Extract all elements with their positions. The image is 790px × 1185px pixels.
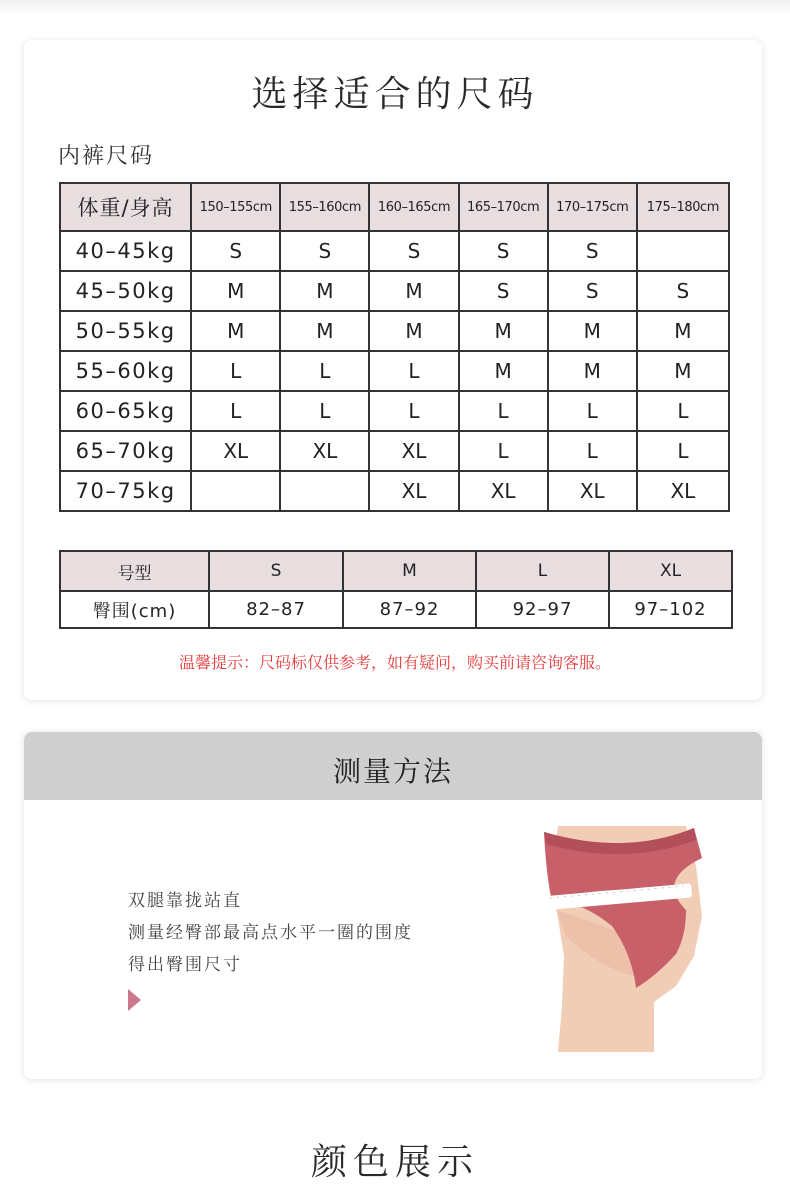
- size-table-header: [60, 183, 729, 231]
- size-cell: [637, 231, 729, 271]
- size-cell: L: [637, 431, 729, 471]
- size-label: M: [343, 551, 476, 591]
- size-cell: L: [280, 351, 369, 391]
- height-header: 160–165cm: [369, 183, 458, 231]
- table-row: [60, 271, 729, 311]
- size-cell: XL: [280, 431, 369, 471]
- size-cell: L: [548, 391, 637, 431]
- weight-cell: 60–65kg: [60, 391, 191, 431]
- table-row: [60, 591, 732, 628]
- size-cell: XL: [637, 471, 729, 511]
- size-cell: M: [548, 351, 637, 391]
- table-row: [60, 431, 729, 471]
- size-cell: L: [280, 391, 369, 431]
- measure-instruction: 测量经臀部最高点水平一圈的围度: [128, 923, 413, 943]
- size-cell: M: [369, 271, 458, 311]
- size-cell: M: [369, 311, 458, 351]
- size-tip: 温馨提示：尺码标仅供参考，如有疑问，购买前请咨询客服。: [178, 653, 611, 672]
- size-cell: L: [459, 431, 548, 471]
- size-table: [59, 182, 730, 512]
- size-cell: M: [280, 311, 369, 351]
- weight-cell: 50–55kg: [60, 311, 191, 351]
- size-cell: L: [548, 431, 637, 471]
- size-cell: M: [191, 311, 280, 351]
- size-cell: XL: [369, 431, 458, 471]
- size-cell: S: [459, 271, 548, 311]
- size-cell: XL: [459, 471, 548, 511]
- size-cell: L: [191, 351, 280, 391]
- table-row: [60, 391, 729, 431]
- measure-card: [24, 732, 762, 1079]
- size-cell: M: [459, 311, 548, 351]
- size-cell: M: [548, 311, 637, 351]
- size-cell: XL: [548, 471, 637, 511]
- size-cell: S: [548, 231, 637, 271]
- size-cell: L: [191, 391, 280, 431]
- size-cell: XL: [369, 471, 458, 511]
- table-row: [60, 231, 729, 271]
- size-cell: M: [191, 271, 280, 311]
- height-header: 165–170cm: [459, 183, 548, 231]
- size-cell: L: [369, 391, 458, 431]
- measure-instruction: 双腿靠拢站直: [128, 891, 242, 911]
- height-header: 150–155cm: [191, 183, 280, 231]
- measure-instruction: 得出臀围尺寸: [128, 955, 242, 975]
- size-cell: S: [280, 231, 369, 271]
- table-row: [60, 351, 729, 391]
- hip-table: [59, 550, 733, 629]
- size-type-header: 号型: [60, 551, 209, 591]
- weight-height-header: 体重/身高: [60, 183, 191, 231]
- height-header: 170–175cm: [548, 183, 637, 231]
- size-cell: XL: [191, 431, 280, 471]
- hip-table-header: [60, 551, 732, 591]
- measure-section-title: 测量方法: [332, 755, 453, 788]
- hip-value-cell: 82–87: [209, 591, 343, 628]
- play-arrow-icon: [128, 989, 141, 1011]
- hip-measure-illustration: [536, 826, 712, 1052]
- size-cell: L: [459, 391, 548, 431]
- color-section-title: 颜色展示: [310, 1142, 479, 1183]
- size-cell: S: [637, 271, 729, 311]
- height-header: 175–180cm: [637, 183, 729, 231]
- height-header: 155–160cm: [280, 183, 369, 231]
- size-cell: L: [369, 351, 458, 391]
- weight-cell: 65–70kg: [60, 431, 191, 471]
- size-cell: S: [459, 231, 548, 271]
- hip-row-label: 臀围(cm): [60, 591, 209, 628]
- size-cell: M: [637, 311, 729, 351]
- weight-cell: 45–50kg: [60, 271, 191, 311]
- size-cell: [280, 471, 369, 511]
- hip-value-cell: 92–97: [476, 591, 609, 628]
- size-cell: S: [548, 271, 637, 311]
- size-cell: [191, 471, 280, 511]
- size-cell: M: [637, 351, 729, 391]
- size-label: S: [209, 551, 343, 591]
- weight-cell: 40–45kg: [60, 231, 191, 271]
- hip-value-cell: 97–102: [609, 591, 732, 628]
- hip-value-cell: 87–92: [343, 591, 476, 628]
- size-section-title: 选择适合的尺码: [251, 74, 539, 115]
- size-label: L: [476, 551, 609, 591]
- underwear-size-subtitle: 内裤尺码: [58, 144, 155, 169]
- weight-cell: 55–60kg: [60, 351, 191, 391]
- table-row: [60, 471, 729, 511]
- size-cell: M: [280, 271, 369, 311]
- top-divider: [0, 0, 790, 14]
- size-label: XL: [609, 551, 732, 591]
- size-cell: S: [369, 231, 458, 271]
- size-cell: M: [459, 351, 548, 391]
- size-cell: L: [637, 391, 729, 431]
- table-row: [60, 311, 729, 351]
- size-cell: S: [191, 231, 280, 271]
- weight-cell: 70–75kg: [60, 471, 191, 511]
